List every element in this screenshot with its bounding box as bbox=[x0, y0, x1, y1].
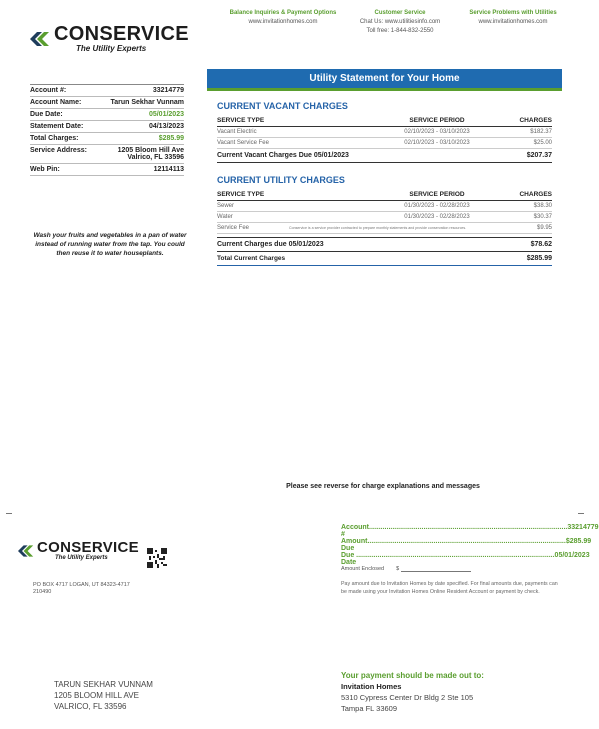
amount-enclosed-input[interactable] bbox=[401, 566, 471, 572]
amount-enclosed bbox=[341, 566, 471, 572]
amount-enclosed-label: Amount Enclosed bbox=[341, 566, 385, 572]
po-box: PO BOX 4717 LOGAN, UT 84323-4717 bbox=[33, 582, 130, 588]
service-address-row: Service Address: 1205 Bloom Hill Ave Valrico, FL 33596 bbox=[30, 145, 184, 164]
stub-brand-name: CONSERVICE bbox=[37, 539, 139, 556]
vacant-charges-title: CURRENT VACANT CHARGES bbox=[217, 101, 348, 111]
balance-title: Balance Inquiries & Payment Options bbox=[229, 10, 337, 16]
balance-link[interactable]: www.invitationhomes.com bbox=[248, 19, 318, 25]
stub-account-row: Account # ...................................................................................................... 33214779 bbox=[341, 524, 599, 538]
remittance-summary bbox=[341, 524, 599, 566]
account-name-row: Account Name: Tarun Sekhar Vunnam bbox=[30, 97, 184, 109]
recipient-street: 1205 BLOOM HILL AVE bbox=[54, 691, 139, 700]
return-address bbox=[33, 582, 130, 596]
due-date-row: Due Date: 05/01/2023 bbox=[30, 109, 184, 121]
amount-enclosed-currency: $ bbox=[396, 566, 400, 572]
brand-name: CONSERVICE bbox=[54, 23, 189, 45]
utility-statement bbox=[207, 69, 562, 266]
conservice-logo-icon bbox=[18, 543, 34, 559]
stub-due-date-row: Due Date ...................................................................................................... 05/01/2023 bbox=[341, 552, 590, 566]
table-row: Vacant Service Fee 02/10/2023 - 03/10/2023 $25.00 bbox=[217, 138, 552, 149]
conservice-logo-icon bbox=[30, 29, 50, 49]
stub-conservice-logo bbox=[18, 540, 139, 561]
recipient-city: VALRICO, FL 33596 bbox=[54, 702, 127, 711]
qr-code-icon bbox=[147, 548, 167, 568]
table-row: Water 01/30/2023 - 02/28/2023 $30.37 bbox=[217, 212, 552, 223]
perforation-mark-right bbox=[578, 513, 584, 514]
service-problems-title: Service Problems with Utilities bbox=[469, 10, 557, 16]
perforation-mark-left bbox=[6, 513, 12, 514]
chat-link[interactable]: Chat Us: www.utilitiesinfo.com bbox=[359, 19, 441, 25]
statement-date-row: Statement Date: 04/13/2023 bbox=[30, 121, 184, 133]
balance-inquiries-block bbox=[228, 9, 338, 27]
stub-amount-due-row: Amount Due ...................................................................................................... $285.99 bbox=[341, 538, 592, 552]
payee-city: Tampa FL 33609 bbox=[341, 704, 398, 713]
brand-tagline: The Utility Experts bbox=[76, 44, 147, 53]
stub-code: 210490 bbox=[33, 589, 52, 595]
conservation-tip: Wash your fruits and vegetables in a pan of water instead of running water from the tap. You could then reuse it to water houseplants. bbox=[33, 232, 187, 257]
payee-name: Invitation Homes bbox=[341, 682, 402, 691]
statement-banner: Utility Statement for Your Home bbox=[207, 69, 562, 91]
toll-free-phone: Toll free: 1-844-832-2550 bbox=[366, 28, 434, 34]
web-pin-row: Web Pin: 12114113 bbox=[30, 164, 184, 176]
vacant-total-row: Current Vacant Charges Due 05/01/2023 $207.37 bbox=[217, 149, 552, 163]
table-row: Sewer 01/30/2023 - 02/28/2023 $38.30 bbox=[217, 201, 552, 212]
recipient-name: TARUN SEKHAR VUNNAM bbox=[54, 680, 153, 689]
payee-block bbox=[341, 670, 484, 714]
payee-title: Your payment should be made out to: bbox=[341, 671, 484, 680]
service-problems-block bbox=[458, 9, 568, 27]
vacant-table-header: SERVICE TYPE SERVICE PERIOD CHARGES bbox=[217, 117, 552, 127]
recipient-address bbox=[54, 679, 153, 712]
payment-instructions: Pay amount due to Invitation Homes by date specified. For final amounts due, payments can be made using your Invitation Homes Online Resident Account or payment by check. bbox=[341, 581, 558, 595]
customer-service-title: Customer Service bbox=[374, 10, 426, 16]
conservice-logo bbox=[30, 24, 189, 53]
service-problems-link[interactable]: www.invitationhomes.com bbox=[478, 19, 548, 25]
payee-street: 5310 Cypress Center Dr Bldg 2 Ste 105 bbox=[341, 693, 474, 702]
table-row: Service Fee Conservice is a service provider contracted to prepare monthly statements and provide conservation resources. $9.95 bbox=[217, 223, 552, 234]
customer-service-block bbox=[345, 9, 455, 36]
account-number-row: Account #: 33214779 bbox=[30, 85, 184, 97]
utility-charges-title: CURRENT UTILITY CHARGES bbox=[217, 175, 345, 185]
table-row: Vacant Electric 02/10/2023 - 03/10/2023 $182.37 bbox=[217, 127, 552, 138]
total-charges-row: Total Charges: $285.99 bbox=[30, 133, 184, 145]
reverse-note: Please see reverse for charge explanations and messages bbox=[286, 483, 480, 490]
utility-total-row: Current Charges due 05/01/2023 $78.62 bbox=[217, 237, 552, 252]
utility-table-header: SERVICE TYPE SERVICE PERIOD CHARGES bbox=[217, 191, 552, 201]
stub-brand-tagline: The Utility Experts bbox=[55, 555, 108, 561]
grand-total-row: Total Current Charges $285.99 bbox=[217, 252, 552, 266]
account-summary bbox=[30, 84, 184, 176]
